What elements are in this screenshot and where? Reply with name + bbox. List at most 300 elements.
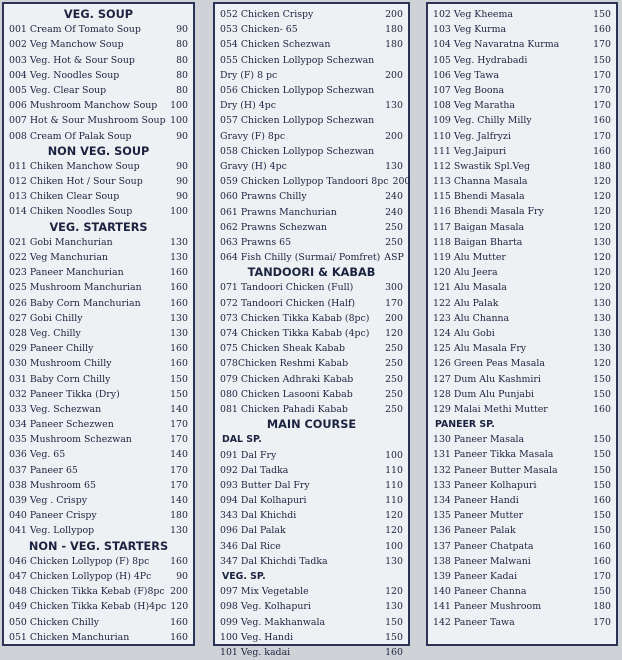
menu-item — [220, 326, 403, 341]
item-price: 150 — [593, 373, 611, 385]
item-price: 80 — [176, 69, 188, 81]
menu-item — [9, 478, 188, 493]
item-price: 170 — [170, 419, 188, 431]
menu-item — [433, 144, 611, 159]
menu-item — [220, 174, 411, 189]
item-name: 029 Paneer Chilly — [9, 343, 94, 355]
item-name: 093 Butter Dal Fry — [220, 479, 310, 491]
item-name: 347 Dal Khichdi Tadka — [220, 555, 328, 567]
item-name: 080 Chicken Lasooni Kabab — [220, 388, 353, 400]
item-price: 300 — [385, 282, 403, 294]
menu-item — [9, 265, 188, 280]
menu-item — [220, 523, 403, 538]
menu-item — [433, 129, 611, 144]
item-price: 160 — [170, 282, 188, 294]
item-name: 013 Chiken Clear Soup — [9, 191, 120, 203]
item-name: 120 Alu Jeera — [433, 267, 498, 279]
menu-item — [433, 341, 611, 356]
item-price: 250 — [385, 388, 403, 400]
item-name: 005 Veg. Clear Soup — [9, 84, 107, 96]
item-name: 125 Alu Masala Fry — [433, 343, 527, 355]
item-name: 033 Veg. Schezwan — [9, 403, 102, 415]
item-price: 170 — [170, 479, 188, 491]
item-name-continued — [220, 98, 403, 113]
item-price: 250 — [385, 236, 403, 248]
menu-item — [9, 493, 188, 508]
item-price: 150 — [170, 388, 188, 400]
menu-item — [220, 220, 403, 235]
item-price: 160 — [593, 145, 611, 157]
item-price: 180 — [593, 601, 611, 613]
item-price: 240 — [385, 206, 403, 218]
menu-item — [9, 22, 188, 37]
item-price: 150 — [593, 54, 611, 66]
menu-item — [9, 447, 188, 462]
item-name: 112 Swastik Spl.Veg — [433, 160, 531, 172]
menu-item — [220, 554, 403, 569]
item-name: 128 Dum Alu Punjabi — [433, 388, 534, 400]
item-price: 160 — [593, 495, 611, 506]
item-name: 115 Bhendi Masala — [433, 191, 525, 203]
item-price: 120 — [385, 328, 403, 339]
item-name: 057 Chicken Lollypop Schezwan — [220, 115, 375, 127]
item-name: 109 Veg. Chilly Milly — [433, 115, 532, 127]
item-price: 180 — [593, 160, 611, 172]
item-name: 037 Paneer 65 — [9, 464, 78, 476]
item-name: 133 Paneer Kolhapuri — [433, 479, 537, 491]
menu-item — [220, 341, 403, 356]
item-price: 200 — [170, 586, 188, 598]
menu-item — [220, 508, 403, 523]
item-name: 026 Baby Corn Manchurian — [9, 297, 141, 309]
subsection-heading: VEG. SP. — [222, 571, 266, 582]
item-name: 002 Veg Manchow Soup — [9, 39, 124, 51]
menu-column-2 — [213, 2, 411, 658]
item-price: 170 — [593, 39, 611, 51]
item-name: 007 Hot & Sour Mushroom Soup — [9, 115, 166, 127]
item-name: 129 Malai Methi Mutter — [433, 403, 548, 415]
item-name: 060 Prawns Chilly — [220, 191, 307, 203]
menu-item — [433, 53, 611, 68]
menu-item — [433, 250, 611, 265]
item-price: 150 — [385, 616, 403, 628]
item-price: 160 — [170, 555, 188, 567]
menu-item — [433, 68, 611, 83]
item-price: 160 — [593, 540, 611, 552]
item-name: 131 Paneer Tikka Masala — [433, 449, 554, 461]
item-price: 160 — [593, 115, 611, 127]
item-name: 106 Veg Tawa — [433, 69, 500, 81]
item-name: 006 Mushroom Manchow Soup — [9, 100, 158, 112]
item-name: 107 Veg Boona — [433, 84, 505, 96]
item-name: 137 Paneer Chatpata — [433, 540, 534, 552]
menu-item — [220, 22, 403, 37]
menu-item — [433, 447, 611, 462]
menu-item — [433, 569, 611, 584]
menu-item — [220, 113, 403, 143]
item-price: 160 — [593, 555, 611, 567]
item-price: 130 — [593, 312, 611, 324]
item-price: 160 — [385, 646, 403, 658]
item-price: 170 — [593, 69, 611, 81]
menu-item — [9, 311, 188, 326]
item-price: 100 — [170, 100, 188, 112]
menu-item — [9, 204, 188, 219]
item-name: 126 Green Peas Masala — [433, 358, 545, 370]
item-price: 150 — [593, 9, 611, 20]
item-price: 120 — [593, 252, 611, 263]
item-price: 130 — [170, 312, 188, 324]
item-name: 119 Alu Mutter — [433, 252, 506, 263]
item-name: 113 Channa Masala — [433, 176, 528, 188]
menu-item — [433, 615, 611, 630]
item-name: 118 Baigan Bharta — [433, 236, 523, 248]
menu-item — [9, 189, 188, 204]
menu-item — [220, 463, 403, 478]
menu-item — [433, 523, 611, 538]
item-name: 023 Paneer Manchurian — [9, 267, 124, 279]
item-name-continued — [220, 68, 403, 83]
menu-item — [433, 22, 611, 37]
menu-item — [433, 599, 611, 614]
item-name: 027 Gobi Chilly — [9, 312, 83, 324]
menu-item — [433, 326, 611, 341]
menu-column-1 — [2, 2, 195, 646]
menu-item — [220, 296, 403, 311]
item-price: 170 — [385, 297, 403, 309]
item-price: 160 — [170, 631, 188, 643]
item-name: 111 Veg.Jaipuri — [433, 145, 507, 157]
item-price: 120 — [593, 282, 611, 294]
item-name: 097 Mix Vegetable — [220, 586, 309, 598]
item-price: 140 — [170, 495, 188, 506]
item-price: 130 — [385, 601, 403, 613]
item-price: 90 — [176, 160, 188, 172]
item-price: 80 — [176, 84, 188, 96]
menu-item — [220, 372, 403, 387]
item-price: 120 — [385, 525, 403, 537]
menu-item — [433, 432, 611, 447]
menu-item — [9, 463, 188, 478]
item-price: 150 — [593, 510, 611, 522]
item-name: 038 Mushroom 65 — [9, 479, 96, 491]
item-name: 004 Veg. Noodles Soup — [9, 69, 120, 81]
item-name: 021 Gobi Manchurian — [9, 236, 113, 248]
menu-item — [9, 129, 188, 144]
item-price: 150 — [385, 631, 403, 643]
item-price: 150 — [593, 464, 611, 476]
menu-item — [220, 402, 403, 417]
item-price: 120 — [385, 586, 403, 598]
menu-item — [9, 615, 188, 630]
item-price: 130 — [385, 160, 403, 172]
item-name: 078Chicken Reshmi Kabab — [220, 358, 349, 370]
menu-item — [433, 387, 611, 402]
item-name: 001 Cream Of Tomato Soup — [9, 24, 141, 36]
item-price: 140 — [170, 403, 188, 415]
item-name: 104 Veg Navaratna Kurma — [433, 39, 560, 51]
menu-item — [433, 265, 611, 280]
item-name: 053 Chicken- 65 — [220, 24, 298, 36]
item-name: 117 Baigan Masala — [433, 221, 525, 233]
item-name: 123 Alu Channa — [433, 312, 510, 324]
menu-item — [433, 493, 611, 508]
menu-item — [433, 113, 611, 128]
item-name: 099 Veg. Makhanwala — [220, 616, 326, 628]
menu-item — [220, 144, 403, 174]
item-name: 142 Paneer Tawa — [433, 616, 515, 628]
item-name: 046 Chicken Lollypop (F) 8pc — [9, 555, 150, 567]
item-name: 346 Dal Rice — [220, 540, 281, 552]
item-price: 100 — [385, 449, 403, 461]
item-name: 012 Chiken Hot / Sour Soup — [9, 176, 143, 188]
menu-item — [433, 98, 611, 113]
item-name: 014 Chiken Noodles Soup — [9, 206, 133, 218]
item-price: 180 — [170, 510, 188, 522]
item-name: 081 Chicken Pahadi Kabab — [220, 403, 348, 415]
item-name: 050 Chicken Chilly — [9, 616, 100, 628]
item-price: 180 — [385, 39, 403, 51]
item-name: 141 Paneer Mushroom — [433, 601, 542, 613]
item-price: 130 — [170, 525, 188, 537]
item-name: 139 Paneer Kadai — [433, 570, 518, 582]
item-price: 170 — [593, 130, 611, 142]
item-name: 049 Chicken Tikka Kebab (H)4pc — [9, 601, 167, 613]
item-name: 034 Paneer Schezwen — [9, 419, 114, 431]
item-price: 120 — [593, 267, 611, 279]
subsection-heading: PANEER SP. — [435, 419, 495, 431]
item-name: 041 Veg. Lollypop — [9, 525, 95, 537]
menu-item — [433, 37, 611, 52]
menu-item — [433, 311, 611, 326]
menu-item — [9, 432, 188, 447]
menu-item — [9, 53, 188, 68]
item-price: 130 — [593, 236, 611, 248]
menu-item — [9, 174, 188, 189]
menu-item — [220, 37, 403, 52]
item-name: 035 Mushroom Schezwan — [9, 434, 132, 446]
menu-item — [433, 235, 611, 250]
item-name: 075 Chicken Sheak Kabab — [220, 343, 346, 355]
item-price: 120 — [593, 206, 611, 218]
item-price: 160 — [593, 24, 611, 36]
item-name: 074 Chicken Tikka Kabab (4pc) — [220, 328, 370, 339]
menu-item — [9, 296, 188, 311]
menu-item — [433, 83, 611, 98]
item-name-continued — [220, 159, 403, 174]
item-price: 250 — [385, 221, 403, 233]
menu-item — [9, 83, 188, 98]
item-price: 80 — [176, 54, 188, 66]
menu-column-3 — [426, 2, 618, 646]
item-name: 031 Baby Corn Chilly — [9, 373, 111, 385]
item-name: 030 Mushroom Chilly — [9, 358, 112, 370]
item-name: 028 Veg. Chilly — [9, 327, 81, 339]
item-name: 098 Veg. Kolhapuri — [220, 601, 311, 613]
menu-item — [220, 189, 403, 204]
item-price: 130 — [170, 327, 188, 339]
menu-item — [220, 615, 403, 630]
item-name: 061 Prawns Manchurian — [220, 206, 337, 218]
item-price: 150 — [593, 449, 611, 461]
item-price: 110 — [385, 479, 403, 491]
menu-item — [220, 250, 403, 265]
item-name: 130 Paneer Masala — [433, 434, 525, 446]
item-price: 130 — [385, 100, 403, 112]
menu-item — [9, 280, 188, 295]
item-name: 063 Prawns 65 — [220, 236, 292, 248]
item-name: 122 Alu Palak — [433, 297, 499, 309]
menu-item — [9, 98, 188, 113]
menu-item — [220, 630, 403, 645]
item-name: 062 Prawns Schezwan — [220, 221, 327, 233]
item-name-line2: Dry (H) 4pc — [220, 100, 276, 112]
menu-item — [433, 539, 611, 554]
menu-item — [433, 220, 611, 235]
item-name: 052 Chicken Crispy — [220, 9, 314, 20]
item-name: 025 Mushroom Manchurian — [9, 282, 142, 294]
item-price: 250 — [385, 403, 403, 415]
item-price: 240 — [385, 191, 403, 203]
item-price: 170 — [170, 464, 188, 476]
item-name: 008 Cream Of Palak Soup — [9, 130, 132, 142]
menu-item — [9, 402, 188, 417]
item-name-continued — [220, 129, 403, 144]
menu-item — [220, 539, 403, 554]
item-name: 110 Veg. Jalfryzi — [433, 130, 511, 142]
item-name: 039 Veg . Crispy — [9, 495, 88, 506]
item-name: 055 Chicken Lollypop Schezwan — [220, 54, 375, 66]
item-name-line2: Dry (F) 8 pc — [220, 69, 278, 81]
menu-item — [9, 630, 188, 645]
item-name: 121 Alu Masala — [433, 282, 507, 294]
item-name: 022 Veg Manchurian — [9, 252, 108, 263]
item-price: 150 — [593, 388, 611, 400]
item-price: 170 — [593, 100, 611, 112]
item-price: 160 — [593, 403, 611, 415]
menu-item — [9, 417, 188, 432]
section-heading: MAIN COURSE — [266, 418, 357, 432]
item-name-line2: Gravy (H) 4pc — [220, 160, 287, 172]
item-name-line2: Gravy (F) 8pc — [220, 130, 286, 142]
menu-item — [433, 463, 611, 478]
item-name: 003 Veg. Hot & Sour Soup — [9, 54, 135, 66]
menu-item — [9, 387, 188, 402]
item-price: 200 — [392, 176, 411, 188]
item-price: 100 — [170, 115, 188, 127]
item-price: 160 — [170, 358, 188, 370]
item-price: 180 — [385, 24, 403, 36]
menu-item — [220, 584, 403, 599]
menu-item — [220, 235, 403, 250]
item-price: 130 — [593, 297, 611, 309]
item-name: 127 Dum Alu Kashmiri — [433, 373, 541, 385]
menu-item — [9, 372, 188, 387]
section-heading: TANDOORI & KABAB — [247, 266, 376, 280]
item-name: 124 Alu Gobi — [433, 327, 495, 339]
item-price: 130 — [593, 343, 611, 355]
menu-item — [433, 356, 611, 371]
menu-item — [9, 584, 188, 599]
item-price: 250 — [385, 358, 403, 370]
menu-item — [220, 205, 403, 220]
item-price: 130 — [170, 252, 188, 263]
item-name: 092 Dal Tadka — [220, 464, 289, 476]
menu-item — [433, 478, 611, 493]
item-price: 150 — [593, 479, 611, 491]
menu-item — [9, 523, 188, 538]
menu-item — [433, 204, 611, 219]
menu-item — [220, 478, 403, 493]
item-price: 170 — [170, 434, 188, 446]
menu-item — [9, 554, 188, 569]
item-name: 047 Chicken Lollypop (H) 4Pc — [9, 570, 152, 582]
item-price: 150 — [170, 373, 188, 385]
item-name: 036 Veg. 65 — [9, 449, 66, 461]
menu-item — [9, 569, 188, 584]
item-price: 120 — [593, 191, 611, 203]
menu-item — [9, 250, 188, 265]
item-price: 250 — [385, 343, 403, 355]
menu-item — [220, 645, 403, 660]
menu-item — [9, 68, 188, 83]
menu-item — [220, 356, 403, 371]
menu-item — [220, 53, 403, 83]
item-name: 011 Chiken Manchow Soup — [9, 160, 140, 172]
menu-item — [433, 402, 611, 417]
item-price: 170 — [593, 84, 611, 96]
item-price: 170 — [593, 570, 611, 582]
item-price: 130 — [170, 236, 188, 248]
item-name: 096 Dal Palak — [220, 525, 286, 537]
item-price: 130 — [385, 555, 403, 567]
section-heading: NON - VEG. STARTERS — [28, 539, 169, 553]
item-price: 120 — [593, 358, 611, 370]
menu-item — [9, 599, 188, 614]
item-price: 150 — [593, 434, 611, 446]
item-price: 100 — [170, 206, 188, 218]
item-price: 200 — [385, 130, 403, 142]
item-name: 048 Chicken Tikka Kebab (F)8pc — [9, 586, 165, 598]
item-price: 200 — [385, 312, 403, 324]
item-name: 079 Chicken Adhraki Kabab — [220, 373, 354, 385]
item-name: 051 Chicken Manchurian — [9, 631, 130, 643]
item-name: 134 Paneer Handi — [433, 495, 519, 506]
menu-item — [220, 387, 403, 402]
menu-item — [433, 584, 611, 599]
item-name: 072 Tandoori Chicken (Half) — [220, 297, 356, 309]
menu-item — [220, 599, 403, 614]
menu-item — [433, 372, 611, 387]
item-name: 058 Chicken Lollypop Schezwan — [220, 145, 375, 157]
menu-item — [220, 280, 403, 295]
item-price: 130 — [593, 327, 611, 339]
item-price: 100 — [385, 540, 403, 552]
menu-item — [9, 356, 188, 371]
item-price: 120 — [385, 510, 403, 522]
menu-item — [220, 448, 403, 463]
item-price: 150 — [593, 525, 611, 537]
menu-item — [433, 7, 611, 22]
menu-item — [433, 159, 611, 174]
menu-item — [433, 174, 611, 189]
item-price: 250 — [385, 373, 403, 385]
item-name: 071 Tandoori Chicken (Full) — [220, 282, 354, 294]
item-name: 105 Veg. Hydrabadi — [433, 54, 528, 66]
menu-item — [9, 341, 188, 356]
section-heading: VEG. STARTERS — [49, 220, 148, 234]
section-heading: VEG. SOUP — [63, 8, 134, 21]
